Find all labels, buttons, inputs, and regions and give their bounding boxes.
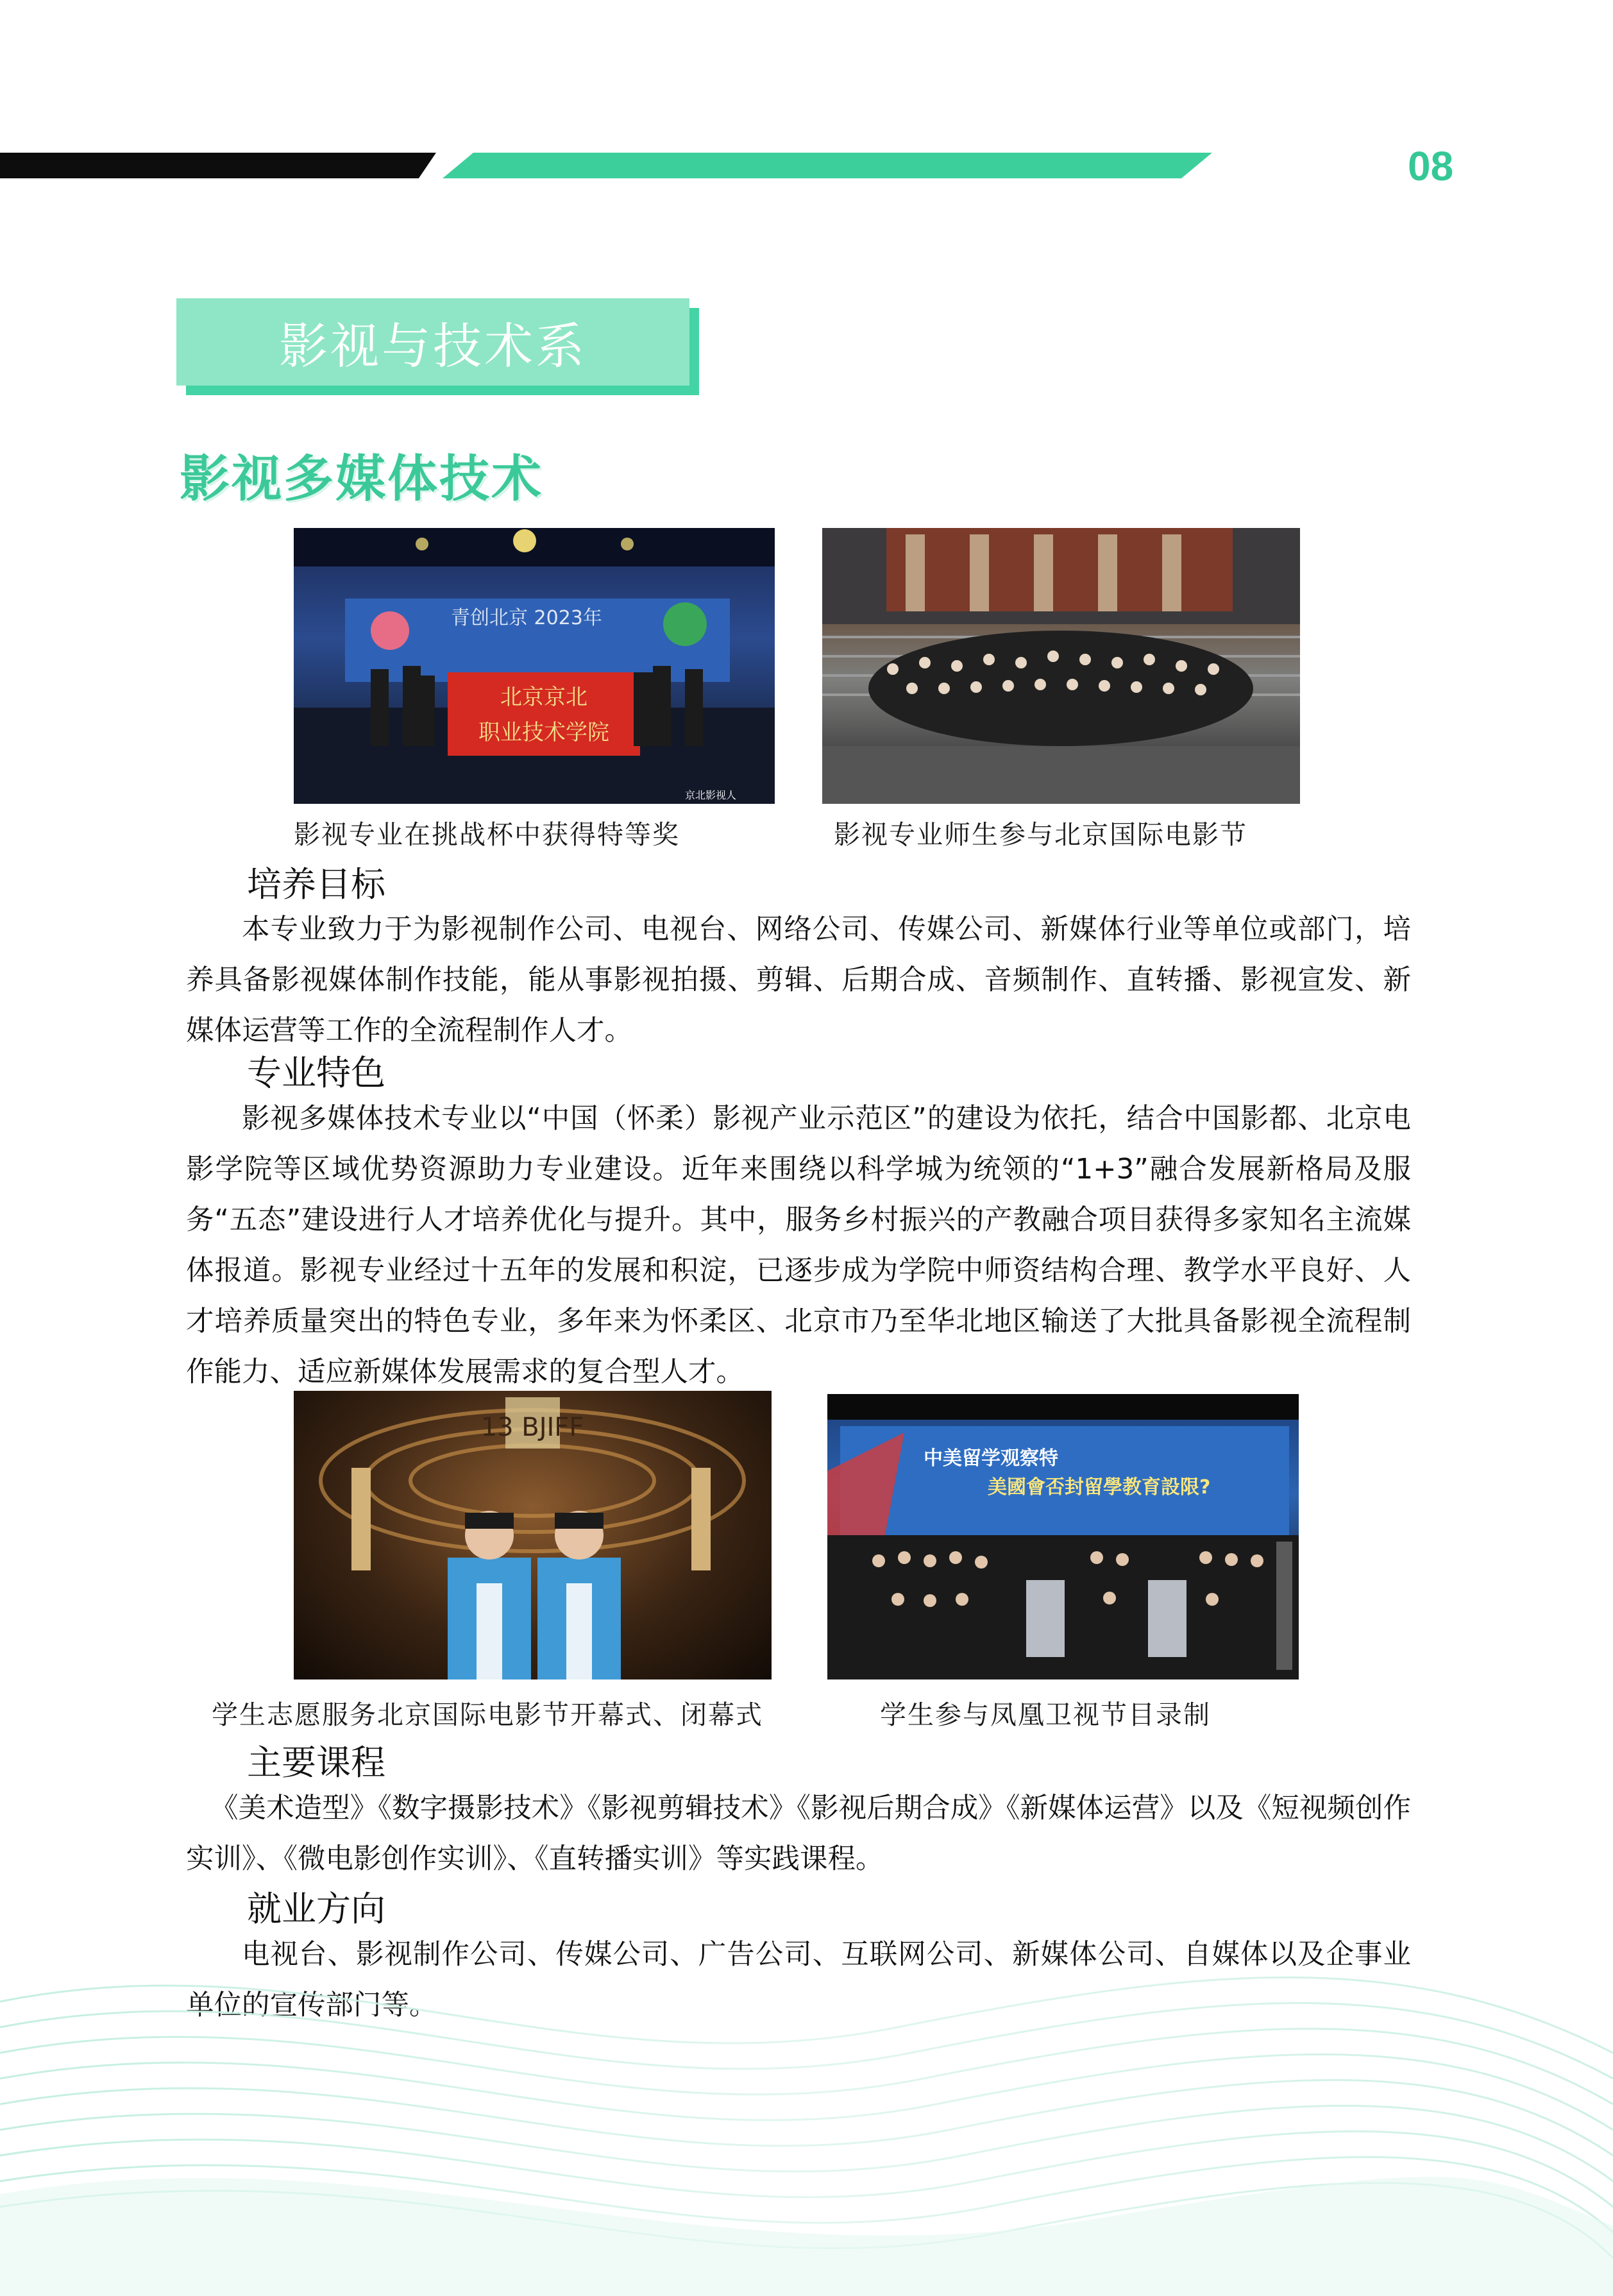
text-feature	[186, 1094, 1411, 1398]
heading-courses: 主要课程	[247, 1742, 385, 1783]
banner-line2: 职业技术学院	[478, 720, 609, 745]
paragraph-courses: 《美术造型》《数字摄影技术》《影视剪辑技术》《影视后期合成》《新媒体运营》以及《短视频创作实训》、《微电影创作实训》、《直转播实训》等实践课程。	[186, 1792, 1411, 1875]
award-ceremony-illustration	[294, 528, 775, 804]
paragraph-goal: 本专业致力于为影视制作公司、电视台、网络公司、传媒公司、新媒体行业等单位或部门，培养具备影视媒体制作技能，能从事影视拍摄、剪辑、后期合成、音频制作、直转播、影视宣发、新媒体运营等工作的全流程制作人才。	[186, 914, 1411, 1047]
screen-line2: 美國會否封留學教育設限?	[988, 1476, 1211, 1499]
stage-text: 青创北京 2023年	[451, 607, 602, 629]
caption-volunteers: 学生志愿服务北京国际电影节开幕式、闭幕式	[212, 1699, 763, 1730]
text-goal	[186, 905, 1411, 1057]
caption-tv-studio: 学生参与凤凰卫视节目录制	[880, 1699, 1211, 1730]
department-title: 影视与技术系	[279, 317, 587, 375]
photo-award-ceremony	[294, 528, 775, 804]
text-courses	[186, 1783, 1411, 1885]
heading-feature: 专业特色	[247, 1053, 385, 1093]
caption-award: 影视专业在挑战杯中获得特等奖	[294, 819, 680, 850]
header-stripe-black	[0, 153, 436, 178]
caption-film-festival: 影视专业师生参与北京国际电影节	[834, 819, 1247, 850]
photo-tv-studio	[827, 1394, 1299, 1679]
screen-line1: 中美留学观察特	[924, 1447, 1058, 1470]
decorative-waves	[0, 1925, 1613, 2296]
watermark: 京北影视人	[684, 789, 736, 801]
photo-film-festival-group	[822, 528, 1300, 804]
paragraph-career: 电视台、影视制作公司、传媒公司、广告公司、互联网公司、新媒体公司、自媒体以及企事业单位的宣传部门等。	[186, 1939, 1411, 2021]
volunteers-illustration	[294, 1391, 772, 1679]
major-title: 影视多媒体技术	[180, 450, 544, 508]
page-number: 08	[1408, 143, 1454, 189]
department-banner	[176, 298, 689, 386]
tv-studio-illustration	[827, 1394, 1299, 1679]
heading-goal: 培养目标	[247, 864, 385, 905]
paragraph-feature: 影视多媒体技术专业以“中国（怀柔）影视产业示范区”的建设为依托，结合中国影都、北京电影学院等区域优势资源助力专业建设。近年来围绕以科学城为统领的“1+3”融合发展新格局及服务“五态”建设进行人才培养优化与提升。其中，服务乡村振兴的产教融合项目获得多家知名主流媒体报道。影视专业经过十五年的发展和积淀，已逐步成为学院中师资结构合理、教学水平良好、人才培养质量突出的特色专业，多年来为怀柔区、北京市乃至华北地区输送了大批具备影视全流程制作能力、适应新媒体发展需求的复合型人才。	[186, 1103, 1411, 1388]
banner-line1: 北京京北	[500, 685, 587, 710]
festival-logo-text: 13 BJIFF	[480, 1413, 584, 1442]
group-photo-illustration	[822, 528, 1300, 804]
photo-volunteers	[294, 1391, 772, 1679]
header-stripe-green	[443, 153, 1212, 178]
heading-career: 就业方向	[247, 1889, 385, 1929]
